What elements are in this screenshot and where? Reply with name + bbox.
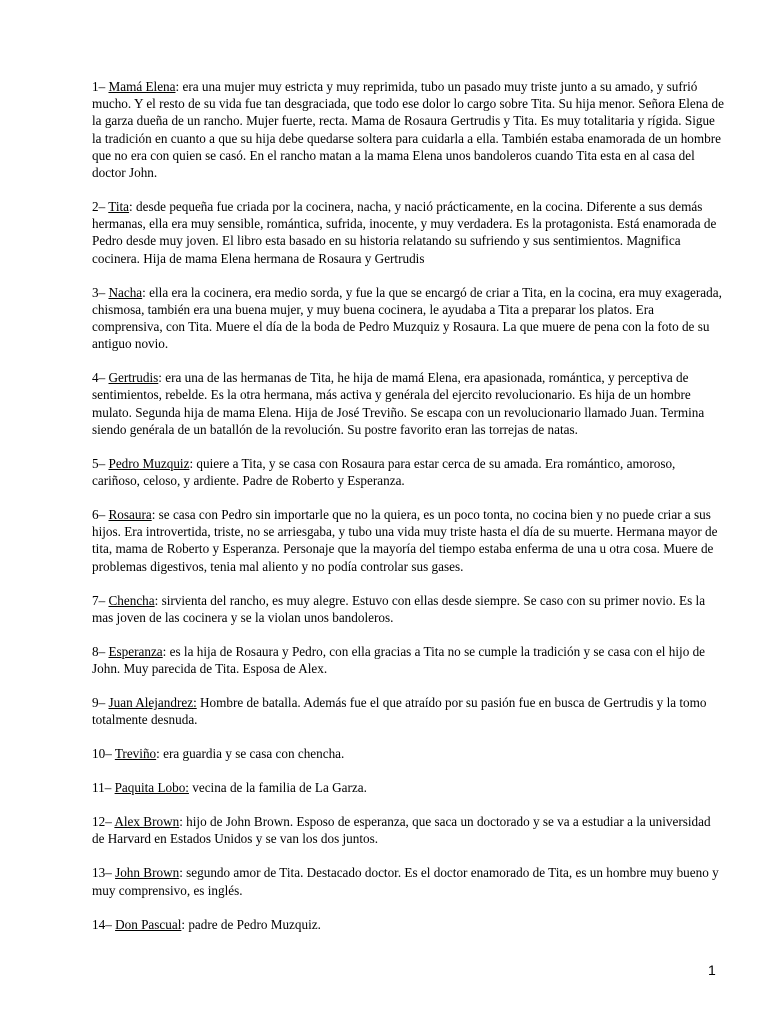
character-entry-chencha [92,592,724,626]
character-description: : era guardia y se casa con chencha. [156,746,345,762]
character-description: vecina de la familia de La Garza. [188,780,367,796]
character-description: Hombre de batalla. Además fue el que atraído por su pasión fue en busca de Gertrudis y la tomo totalmente desnuda. [92,695,707,728]
character-description: : era una mujer muy estricta y muy reprimida, tubo un pasado muy triste junto a su amado, y sufrió mucho. Y el resto de su vida fue tan desgraciada, que todo ese dolor lo cargo sobre Tita. Su hija menor. Señora Elena de la garza dueña de un rancho. Mujer fuerte, recta. Mama de Rosaura Gertrudis y Tita. Es muy totalitaria y rígida. Sigue la tradición en cuanto a que su hija debe quedarse soltera para cuidarla a ella. También estaba enamorada de un hombre que no era con quien se casó. En el rancho matan a la mama Elena unos bandoleros cuando Tita esta en al casa del doctor John. [92,79,724,181]
entry-number: 2– [92,199,109,215]
character-description: : es la hija de Rosaura y Pedro, con ella gracias a Tita no se cumple la tradición y se casa con el hijo de John. Muy parecida de Tita. Esposa de Alex. [92,643,706,677]
character-name: John Brown [115,865,180,881]
character-entry-pedro-muzquiz [92,455,724,489]
character-entry-rosaura [92,506,724,575]
character-entry-mama-elena [92,78,724,181]
character-name: Don Pascual [115,916,182,932]
entry-number: 1– [92,79,109,94]
character-name: Juan Alejandrez: [108,695,197,711]
character-name: Tita [108,199,130,215]
document-body [92,78,724,950]
character-entry-gertrudis [92,369,724,438]
entry-number: 5– [92,455,109,471]
character-name: Pedro Muzquiz [108,455,190,471]
character-name: Nacha [108,284,143,300]
character-name: Rosaura [108,507,152,523]
entry-number: 10– [92,746,115,762]
character-entry-trevino [92,745,724,762]
entry-number: 6– [92,507,109,523]
character-entry-nacha [92,284,724,353]
character-description: : quiere a Tita, y se casa con Rosaura para estar cerca de su amada. Era romántico, amoroso, cariñoso, celoso, y ardiente. Padre de Roberto y Esperanza. [92,455,676,489]
character-description: : se casa con Pedro sin importarle que no la quiera, es un poco tonta, no cocina bien y no puede criar a sus hijos. Era introvertida, triste, no se arriesgaba, y tubo una vida muy triste hasta el día de su muerte. Hermana mayor de tita, mama de Roberto y Esperanza. Personaje que la mayoría del tiempo estaba enferma de una u otra cosa. Muere de problemas digestivos, tenia mal aliento y no podía controlar sus gases. [92,507,718,574]
character-description: : desde pequeña fue criada por la cocinera, nacha, y nació prácticamente, en la cocina. Diferente a sus demás hermanas, ella era muy sensible, romántica, sufrida, inocente, y muy verdadera. Es la protagonista. Está enamorada de Pedro desde muy joven. El libro esta basado en su historia relatando su sufriendo y sus sentimientos. Magnifica cocinera. Hija de mama Elena hermana de Rosaura y Gertrudis [92,199,717,266]
character-entry-alex-brown [92,813,724,847]
entry-number: 7– [92,592,109,608]
character-entry-don-pascual [92,916,724,933]
character-entry-paquita-lobo [92,779,724,796]
character-description: : ella era la cocinera, era medio sorda, y fue la que se encargó de criar a Tita, en la cocina, era muy exagerada, chismosa, también era una buena mujer, y muy buena cocinera, le ayudaba a Tita a preparar los platos. Era comprensiva, con Tita. Muere el día de la boda de Pedro Muzquiz y Rosaura. La que muere de pena con la foto de su antiguo novio. [92,284,722,352]
character-entry-tita [92,198,724,267]
entry-number: 13– [92,865,116,881]
character-name: Paquita Lobo: [114,780,189,796]
entry-number: 4– [92,370,109,386]
entry-number: 8– [92,643,109,659]
entry-number: 14– [92,916,116,932]
page-number: 1 [708,962,716,978]
entry-number: 11– [92,780,115,796]
character-name: Chencha [108,592,155,608]
entry-number: 9– [92,695,109,711]
character-name: Mamá Elena [108,79,176,94]
character-description: : hijo de John Brown. Esposo de esperanza, que saca un doctorado y se va a estudiar a la universidad de Harvard en Estados Unidos y se van los dos juntos. [92,814,711,847]
character-name: Alex Brown [114,814,180,830]
character-name: Esperanza [108,643,163,659]
character-entry-john-brown [92,864,724,898]
character-entry-juan-alejandrez [92,694,724,728]
entry-number: 3– [92,284,109,300]
character-description: : padre de Pedro Muzquiz. [181,916,321,932]
character-name: Gertrudis [108,370,159,386]
character-description: : sirvienta del rancho, es muy alegre. Estuvo con ellas desde siempre. Se caso con su primer novio. Es la mas joven de las cocinera y se la violan unos bandoleros. [92,592,706,625]
entry-number: 12– [92,814,115,830]
character-description: : segundo amor de Tita. Destacado doctor. Es el doctor enamorado de Tita, es un hombre muy bueno y muy comprensivo, es inglés. [92,865,719,898]
character-entry-esperanza [92,643,724,677]
character-name: Treviño [114,746,157,762]
character-description: : era una de las hermanas de Tita, he hija de mamá Elena, era apasionada, romántica, y perceptiva de sentimientos, rebelde. Es la otra hermana, más activa y genérala del ejercito revolucionario. Es hija de un hombre mulato. Segunda hija de mama Elena. Hija de José Treviño. Se escapa con un revolucionario llamado Juan. Termina siendo genérala de un batallón de la revolución. Su postre favorito eran las torrejas de natas. [92,370,705,437]
